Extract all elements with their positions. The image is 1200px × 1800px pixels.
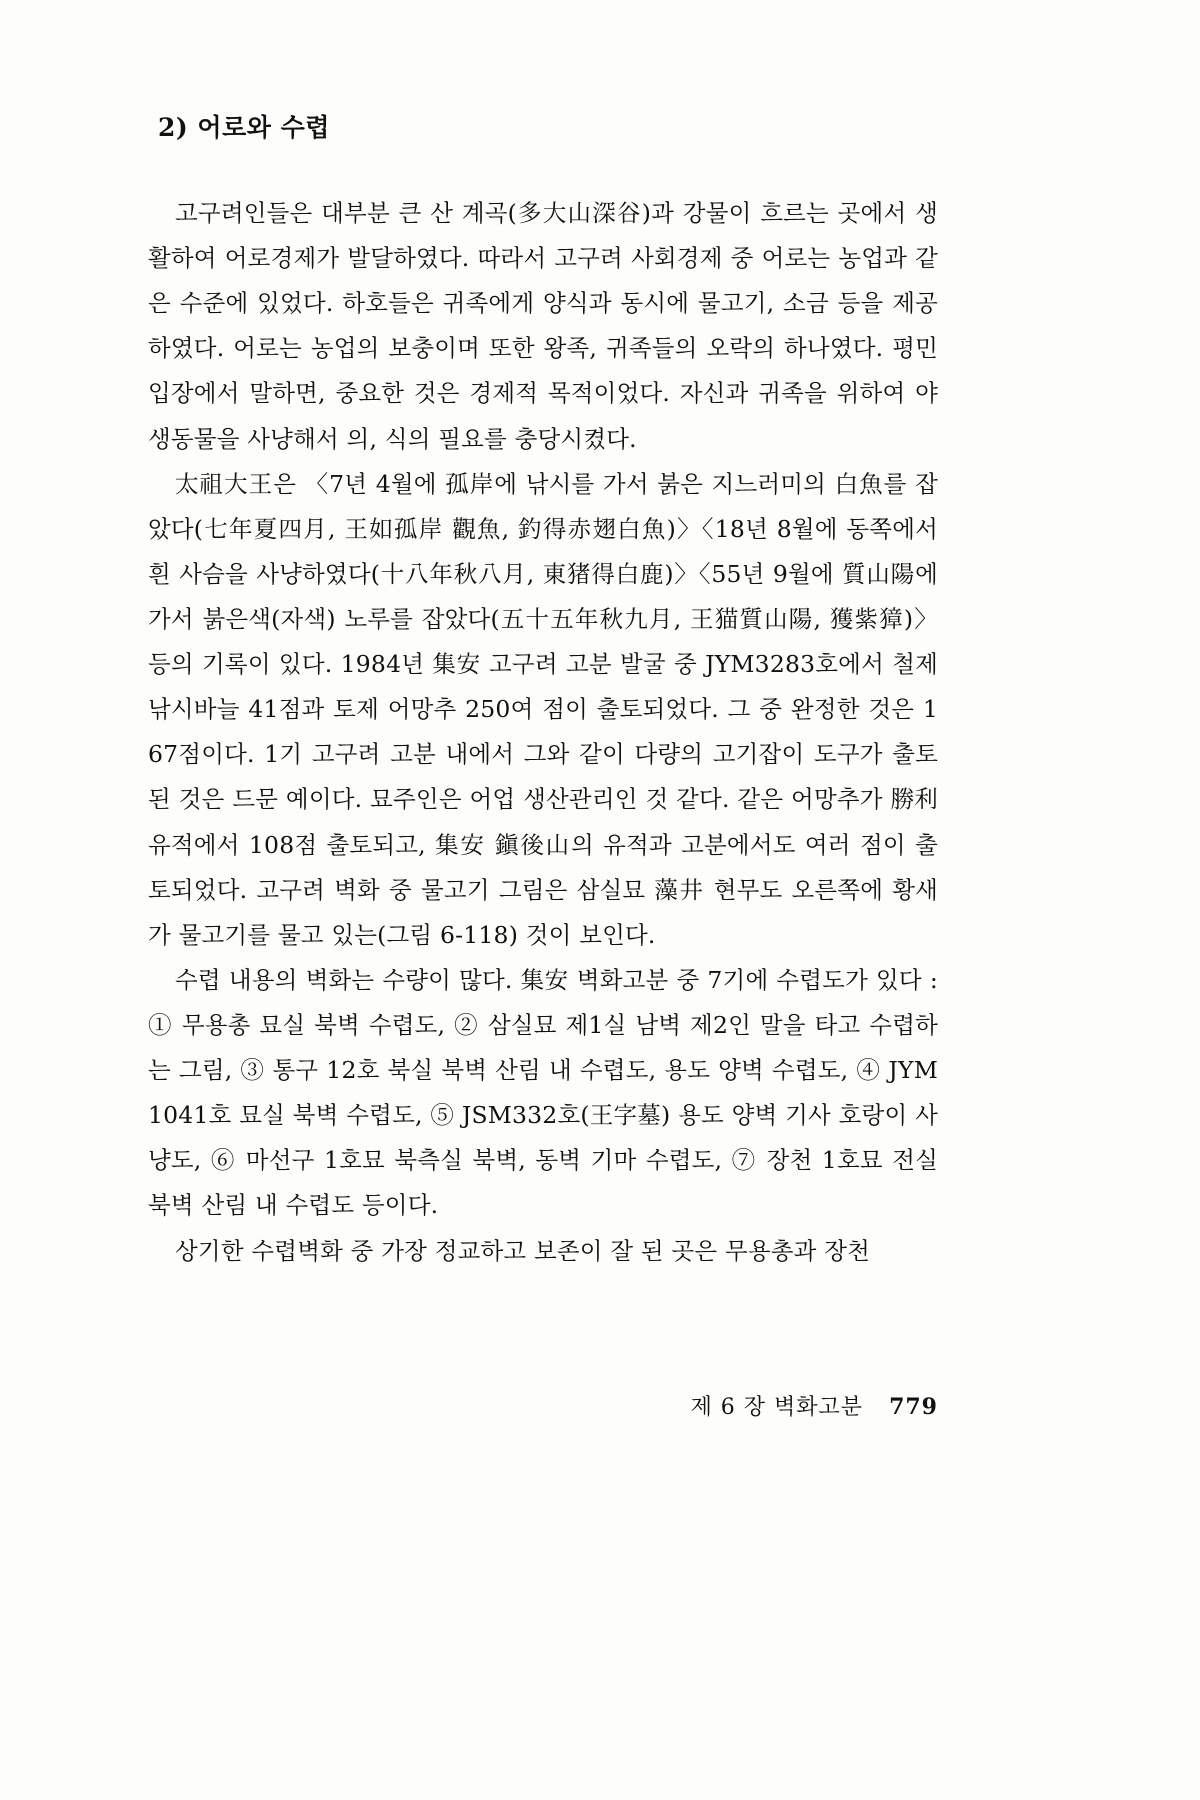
body-paragraph-4: 상기한 수렵벽화 중 가장 정교하고 보존이 잘 된 곳은 무용총과 장천 <box>175 1236 871 1265</box>
page-content <box>148 110 938 1274</box>
footer-chapter-label: 제 6 장 벽화고분 <box>690 1395 864 1420</box>
body-paragraph-2: 太祖大王은 〈7년 4월에 孤岸에 낚시를 가서 붉은 지느러미의 白魚를 잡았다(七年夏四月, 王如孤岸 觀魚, 釣得赤翅白魚)〉〈18년 8월에 동쪽에서 흰 사슴을 사냥하였다(十八年秋八月, 東猪得白鹿)〉〈55년 9월에 質山陽에 가서 붉은색(자색) 노루를 잡았다(五十五年秋九月, 王猫質山陽, 獲紫獐)〉 등의 기록이 있다. 1984년 集安 고구려 고분 발굴 중 JYM3283호에서 철제 낚시바늘 41점과 토제 어망추 250여 점이 출토되었다. 그 중 완정한 것은 167점이다. 1기 고구려 고분 내에서 그와 같이 다량의 고기잡이 도구가 출토된 것은 드문 예이다. 묘주인은 어업 생산관리인 것 같다. 같은 어망추가 勝利 유적에서 108점 출토되고, 集安 鎭後山의 유적과 고분에서도 여러 점이 출토되었다. 고구려 벽화 중 물고기 그림은 삼실묘 藻井 현무도 오른쪽에 황새가 물고기를 물고 있는(그림 6-118) 것이 보인다. <box>148 469 938 949</box>
section-heading: 2) 어로와 수렵 <box>158 113 330 142</box>
body-paragraph-3: 수렵 내용의 벽화는 수량이 많다. 集安 벽화고분 중 7기에 수렵도가 있다 : ① 무용총 묘실 북벽 수렵도, ② 삼실묘 제1실 남벽 제2인 말을 타고 수렵하는 그림, ③ 통구 12호 북실 북벽 산림 내 수렵도, 용도 양벽 수렵도, ④ JYM1041호 묘실 북벽 수렵도, ⑤ JSM332호(王字墓) 용도 양벽 기사 호랑이 사냥도, ⑥ 마선구 1호묘 북측실 북벽, 동벽 기마 수렵도, ⑦ 장천 1호묘 전실 북벽 산림 내 수렵도 등이다. <box>148 965 938 1220</box>
footer-page-number: 779 <box>889 1394 938 1420</box>
body-paragraph-1: 고구려인들은 대부분 큰 산 계곡(多大山深谷)과 강물이 흐르는 곳에서 생활하여 어로경제가 발달하였다. 따라서 고구려 사회경제 중 어로는 농업과 같은 수준에 있었다. 하호들은 귀족에게 양식과 동시에 물고기, 소금 등을 제공하였다. 어로는 농업의 보충이며 또한 왕족, 귀족들의 오락의 하나였다. 평민 입장에서 말하면, 중요한 것은 경제적 목적이었다. 자신과 귀족을 위하여 야생동물을 사냥해서 의, 식의 필요를 충당시켰다. <box>148 199 938 453</box>
page-footer <box>148 1390 938 1421</box>
